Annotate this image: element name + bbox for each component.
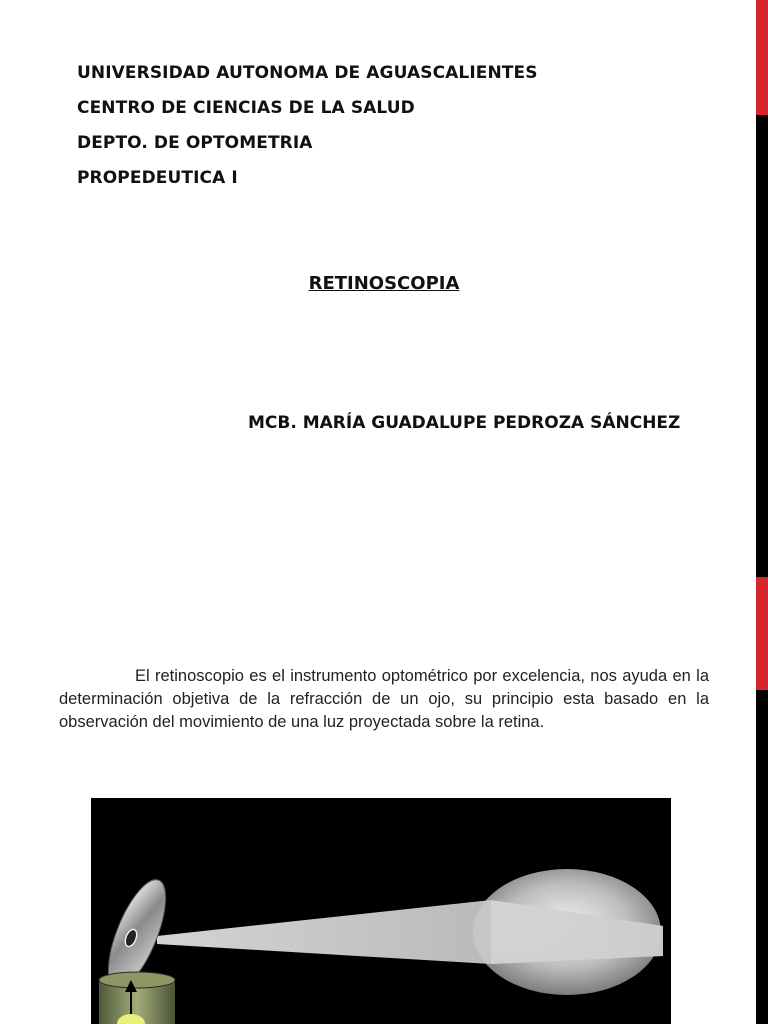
edge-bar-red-top (756, 0, 768, 115)
course-name: PROPEDEUTICA I (77, 168, 238, 188)
retinoscopy-illustration (91, 798, 671, 1024)
lamp-icon (99, 972, 175, 1024)
department-name: DEPTO. DE OPTOMETRIA (77, 133, 313, 153)
author-name: MCB. MARÍA GUADALUPE PEDROZA SÁNCHEZ (248, 413, 681, 433)
retinoscopy-figure (91, 798, 671, 1024)
document-title: RETINOSCOPIA (308, 273, 460, 294)
edge-bar-black (756, 115, 768, 577)
edge-bar-black-bottom (756, 690, 768, 1024)
center-name: CENTRO DE CIENCIAS DE LA SALUD (77, 98, 415, 118)
edge-bar-red-middle (756, 577, 768, 690)
university-name: UNIVERSIDAD AUTONOMA DE AGUASCALIENTES (77, 63, 538, 83)
body-paragraph: El retinoscopio es el instrumento optométrico por excelencia, nos ayuda en la determinación objetiva de la refracción de un ojo, su principio esta basado en la observación del movimiento de una luz proyectada sobre la retina. (59, 667, 709, 731)
